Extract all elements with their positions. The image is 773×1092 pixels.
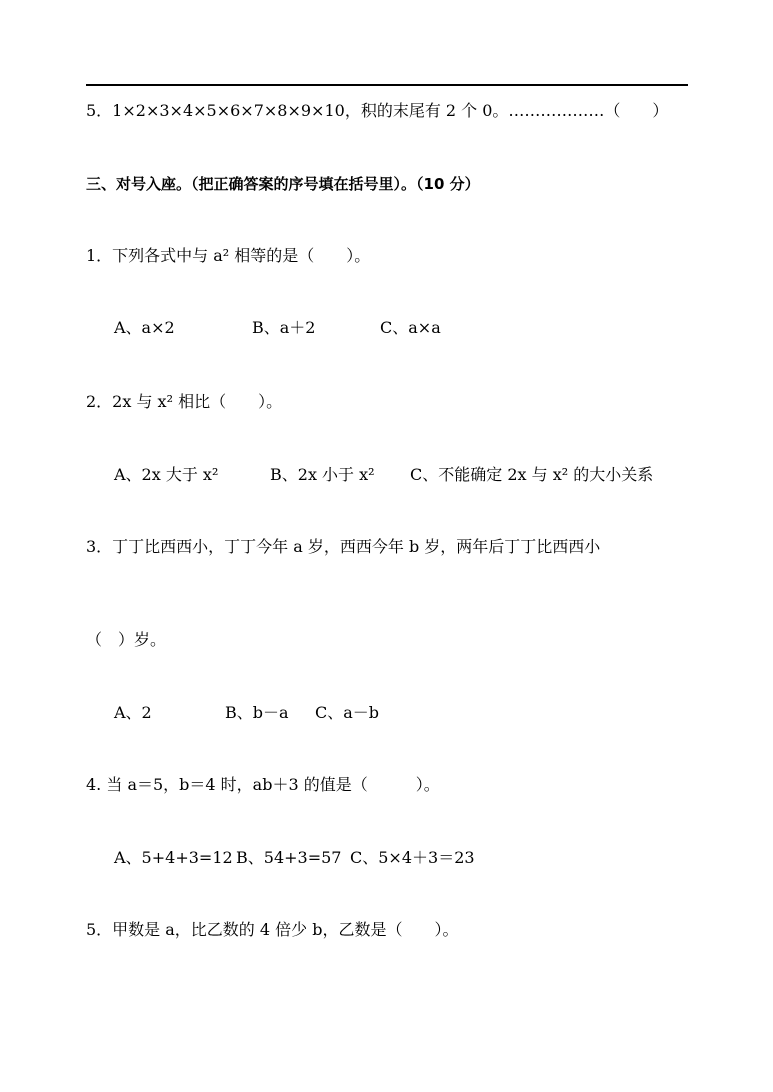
question-3-option-a: A、2 bbox=[114, 703, 152, 722]
question-2-option-a: A、2x 大于 x² bbox=[114, 465, 219, 484]
header-rule bbox=[86, 84, 688, 86]
question-3-option-b: B、b－a bbox=[225, 703, 289, 722]
prev-question-5: 5．1×2×3×4×5×6×7×8×9×10，积的末尾有 2 个 0。………………（ ） bbox=[86, 101, 669, 120]
question-2-option-c: C、不能确定 2x 与 x² 的大小关系 bbox=[410, 465, 654, 484]
question-2-stem: 2．2x 与 x² 相比（ ）。 bbox=[86, 392, 283, 411]
question-5-stem: 5．甲数是 a，比乙数的 4 倍少 b，乙数是（ ）。 bbox=[86, 920, 459, 939]
section-title: 三、对号入座。（把正确答案的序号填在括号里）。（10 分） bbox=[86, 175, 480, 193]
question-3-stem-continued: （ ）岁。 bbox=[86, 630, 167, 649]
question-4-option-b: B、54+3=57 bbox=[236, 848, 342, 867]
question-3-stem: 3．丁丁比西西小，丁丁今年 a 岁，西西今年 b 岁，两年后丁丁比西西小 bbox=[86, 537, 601, 556]
question-1-option-b: B、a＋2 bbox=[252, 318, 316, 337]
question-3-option-c: C、a－b bbox=[315, 703, 380, 722]
question-1-option-a: A、a×2 bbox=[114, 318, 175, 337]
question-1-option-c: C、a×a bbox=[380, 318, 441, 337]
question-2-option-b: B、2x 小于 x² bbox=[270, 465, 375, 484]
question-4-option-a: A、5+4+3=12 bbox=[114, 848, 233, 867]
question-4-stem: 4. 当 a＝5，b＝4 时，ab＋3 的值是（ ）。 bbox=[86, 775, 440, 794]
question-4-option-c: C、5×4＋3＝23 bbox=[350, 848, 475, 867]
question-1-stem: 1．下列各式中与 a² 相等的是（ ）。 bbox=[86, 246, 371, 265]
